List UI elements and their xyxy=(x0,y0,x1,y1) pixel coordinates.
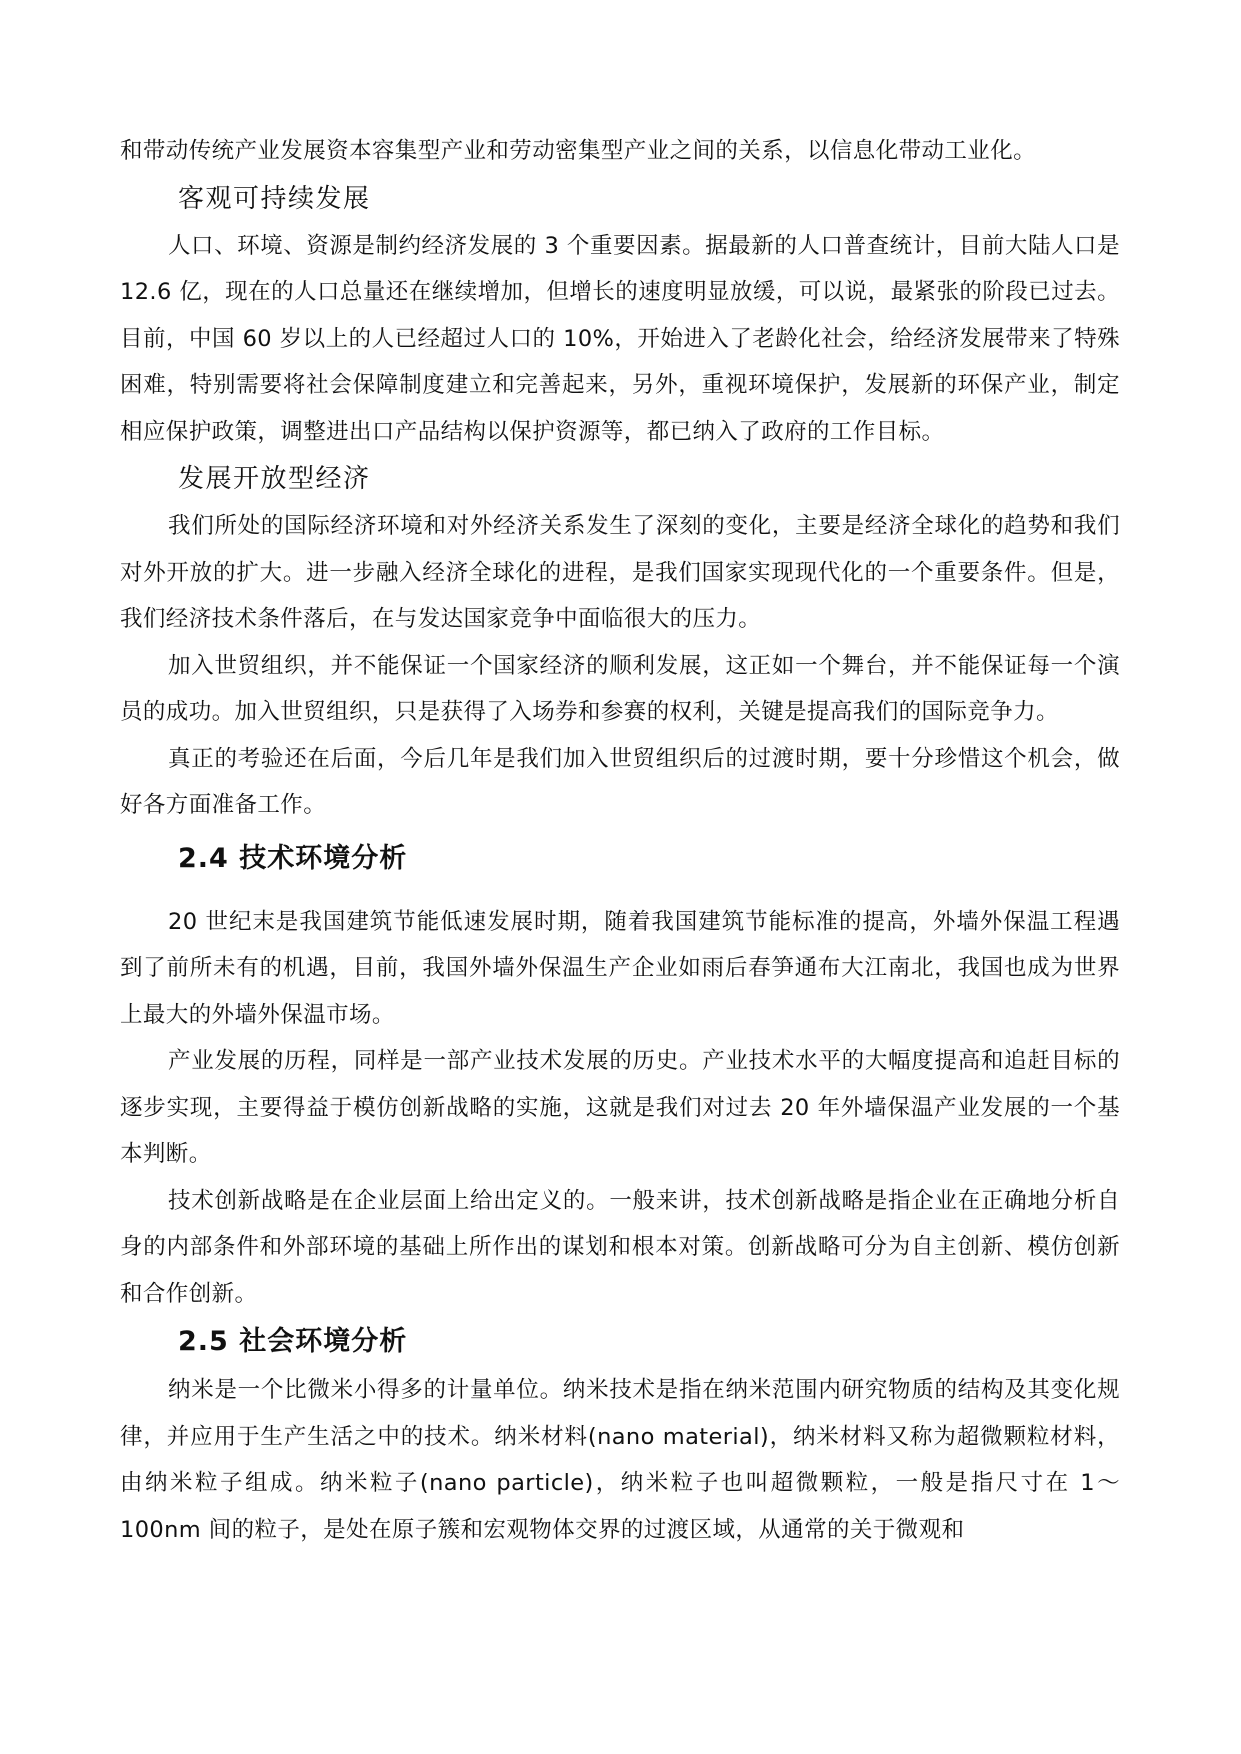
paragraph-globalization: 我们所处的国际经济环境和对外经济关系发生了深刻的变化，主要是经济全球化的趋势和我们对外开放的扩大。进一步融入经济全球化的进程，是我们国家实现现代化的一个重要条件。但是，我们经济技术条件落后，在与发达国家竞争中面临很大的压力。 xyxy=(120,513,1120,632)
paragraph-nanometer: 纳米是一个比微米小得多的计量单位。纳米技术是指在纳米范围内研究物质的结构及其变化规律，并应用于生产生活之中的技术。纳米材料(nano material)，纳米材料又称为超微颗粒材料，由纳米粒子组成。纳米粒子(nano particle)，纳米粒子也叫超微颗粒，一般是指尺寸在 1～100nm 间的粒子，是处在原子簇和宏观物体交界的过渡区域，从通常的关于微观和 xyxy=(120,1377,1120,1543)
subheading-open-economy: 发展开放型经济 xyxy=(178,464,371,494)
section-heading-social: 2.5 社会环境分析 xyxy=(178,1326,408,1357)
document-body xyxy=(120,128,1120,1553)
paragraph-wto: 加入世贸组织，并不能保证一个国家经济的顺利发展，这正如一个舞台，并不能保证每一个演员的成功。加入世贸组织，只是获得了入场券和参赛的权利，关键是提高我们的国际竞争力。 xyxy=(120,652,1120,725)
section-heading-technology: 2.4 技术环境分析 xyxy=(178,842,408,874)
paragraph-tech-building-energy: 20 世纪末是我国建筑节能低速发展时期，随着我国建筑节能标准的提高，外墙外保温工程遇到了前所未有的机遇，目前，我国外墙外保温生产企业如雨后春笋通布大江南北，我国也成为世界上最大的外墙外保温市场。 xyxy=(120,908,1120,1028)
paragraph-tech-innovation-strategy: 技术创新战略是在企业层面上给出定义的。一般来讲，技术创新战略是指企业在正确地分析自身的内部条件和外部环境的基础上所作出的谋划和根本对策。创新战略可分为自主创新、模仿创新和合作创新。 xyxy=(120,1187,1120,1307)
paragraph-population: 人口、环境、资源是制约经济发展的 3 个重要因素。据最新的人口普查统计，目前大陆人口是 12.6 亿，现在的人口总量还在继续增加，但增长的速度明显放缓，可以说，最紧张的阶段已过去。目前，中国 60 岁以上的人已经超过人口的 10%，开始进入了老龄化社会，给经济发展带来了特殊困难，特别需要将社会保障制度建立和完善起来，另外，重视环境保护，发展新的环保产业，制定相应保护政策，调整进出口产品结构以保护资源等，都已纳入了政府的工作目标。 xyxy=(120,232,1120,445)
paragraph-tech-industry-history: 产业发展的历程，同样是一部产业技术发展的历史。产业技术水平的大幅度提高和追赶目标的逐步实现，主要得益于模仿创新战略的实施，这就是我们对过去 20 年外墙保温产业发展的一个基本判断。 xyxy=(120,1048,1120,1167)
paragraph-intro: 和带动传统产业发展资本容集型产业和劳动密集型产业之间的关系，以信息化带动工业化。 xyxy=(120,138,1037,164)
paragraph-real-test: 真正的考验还在后面，今后几年是我们加入世贸组织后的过渡时期，要十分珍惜这个机会，做好各方面准备工作。 xyxy=(120,745,1120,818)
subheading-sustainable-development: 客观可持续发展 xyxy=(178,183,371,214)
